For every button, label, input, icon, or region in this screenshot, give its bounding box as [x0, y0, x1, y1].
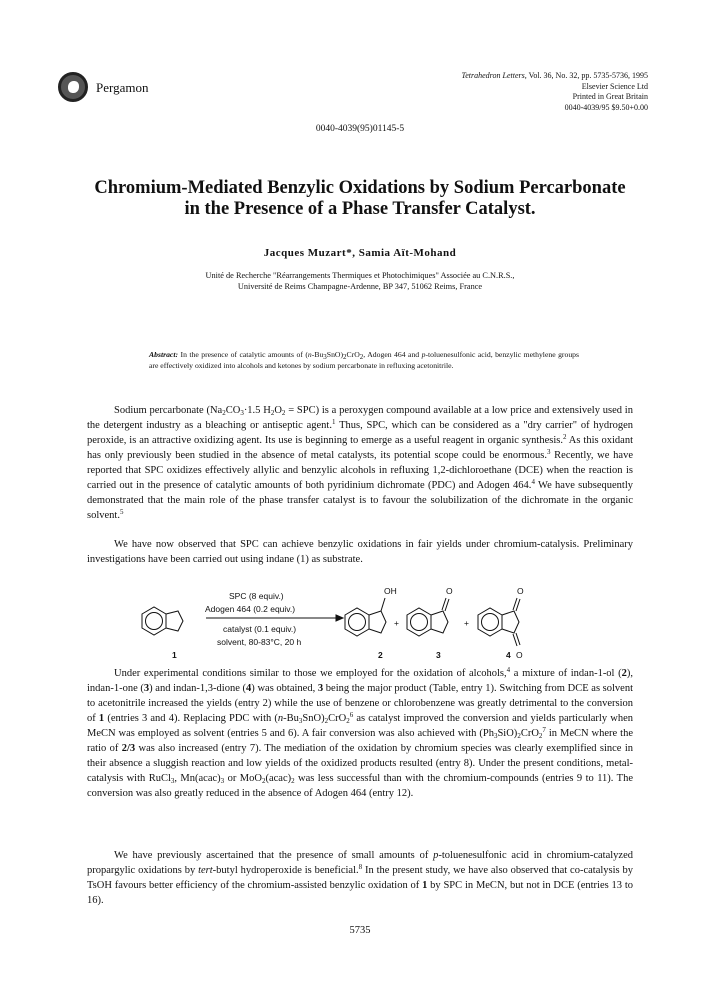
condition-above-1: SPC (8 equiv.): [229, 591, 284, 601]
indandione-structure: [478, 598, 520, 646]
journal-title: Tetrahedron Letters,: [461, 71, 527, 80]
authors: Jacques Muzart*, Samia Aït-Mohand: [263, 247, 457, 259]
carbonyl-o-label: O: [516, 650, 523, 660]
reference-marker: 4: [506, 666, 511, 674]
abstract-text: SnO): [326, 350, 344, 359]
plus-sign: +: [394, 618, 399, 628]
body-text: Under experimental conditions similar to those we employed for the oxidation of alcohols,: [114, 668, 507, 679]
indane-structure: [142, 607, 183, 635]
indanone-structure: [407, 598, 449, 636]
abstract-text: n: [307, 350, 312, 359]
reference-marker: 4: [531, 478, 535, 486]
body-text: ) and indan-1,3-dione (: [149, 683, 247, 694]
affiliation-line-1: Unité de Recherche "Réarrangements Thermiques et Photochimiques" Associée au C.N.R.S.,: [205, 271, 515, 280]
body-text: was less successful than with the chromium-compounds (entries 9 to 11). The conversion was also greatly reduced in the absence of Adogen 464 (entry 12).: [87, 773, 633, 799]
body-text: SnO): [302, 713, 325, 724]
body-text: CrO: [328, 713, 347, 724]
reference-marker: 6: [349, 711, 354, 719]
compound-ref: 3: [143, 683, 150, 694]
body-text: tert: [198, 865, 213, 876]
compound-ref: 2: [621, 668, 627, 679]
body-text: by SPC in MeCN, but not in DCE (entries 13 to 16).: [87, 880, 633, 906]
compound-ref: 1: [422, 880, 428, 891]
publisher-logo: [58, 72, 88, 102]
body-text: Recently, we have reported that SPC oxidizes effectively allylic and benzylic alcohols in refluxing 1,2-dichloroethane (DCE) when the reaction is carried out in the presence of catalytic amounts of both pyridinium dichromate (PDC) and Adogen 464.: [87, 450, 633, 491]
subscript: 3: [323, 353, 327, 361]
paragraph-4: [87, 848, 633, 908]
condition-below-2: solvent, 80-83°C, 20 h: [217, 637, 302, 647]
condition-below-1: catalyst (0.1 equiv.): [223, 624, 297, 634]
abstract-text: -Bu: [311, 350, 324, 359]
reference-marker: 5: [119, 508, 124, 516]
journal-info: [462, 71, 648, 113]
body-text: ), indan-1-one (: [87, 668, 633, 694]
subscript: 3: [298, 717, 303, 725]
subscript: 2: [261, 777, 266, 785]
paragraph-3: [87, 666, 633, 801]
compound-label-3: 3: [436, 650, 441, 660]
reaction-scheme: [130, 582, 610, 666]
body-text: ) was obtained,: [251, 683, 318, 694]
subscript: 2: [291, 777, 295, 785]
subscript: 2: [517, 732, 521, 740]
abstract-text: -toluenesulfonic acid, benzylic methylene groups are effectively oxidized into alcohols and ketones by sodium percarbonate in refluxing acetonitrile.: [149, 350, 579, 370]
reference-marker: 1: [331, 418, 336, 426]
subscript: 2: [222, 409, 226, 417]
body-text: Thus, SPC, which can be considered as a "dry carrier" of hydrogen peroxide, is an attractive oxidizing agent. Its use is beginning to emerge as a useful reagent in organic synthesis.: [87, 420, 634, 446]
compound-ref: 2/3: [121, 743, 136, 754]
body-text: ·1.5 H: [243, 405, 271, 416]
subscript: 2: [281, 409, 286, 417]
subscript: 2: [343, 353, 347, 361]
affiliation-line-2: Université de Reims Champagne-Ardenne, BP 347, 51062 Reims, France: [237, 281, 483, 291]
oh-label: OH: [384, 586, 397, 596]
abstract-text: CrO: [346, 350, 360, 359]
publisher-line: Elsevier Science Ltd: [581, 81, 648, 91]
plus-sign: +: [464, 618, 469, 628]
carbonyl-o-label: O: [446, 586, 453, 596]
body-text: was also increased (entry 7). The mediation of the oxidation by chromium species was clearly exemplified since in their absence a sluggish reaction and low yields of the oxidized products resulted (entry 8). Under the present conditions, metal-catalysis with RuCl: [87, 743, 633, 784]
subscript: 3: [493, 732, 498, 740]
compound-label-1: 1: [172, 650, 177, 660]
reference-marker: 3: [546, 448, 551, 456]
body-text: As this oxidant has only previously been studied in the absence of metal catalysts, its potential scope could be enormous.: [87, 435, 633, 461]
body-text: Sodium percarbonate (Na: [114, 405, 223, 416]
page-number: 5735: [349, 925, 371, 936]
body-text: In the present study, we have also observed that co-catalysis by TsOH favours better efficiency of the chromium-assisted benzylic oxidation of: [87, 865, 633, 891]
abstract-text: In the presence of catalytic amounts of (: [178, 350, 308, 359]
compound-ref: 1: [98, 713, 105, 724]
body-text: in MeCN where the ratio of: [87, 728, 633, 754]
body-text: CrO: [520, 728, 539, 739]
subscript: 3: [220, 777, 225, 785]
subscript: 2: [359, 353, 364, 361]
body-text: -butyl hydroperoxide is beneficial.: [212, 865, 359, 876]
body-text: or MoO: [224, 773, 262, 784]
body-text: , Mn(acac): [174, 773, 221, 784]
paragraph-1: [87, 403, 633, 523]
body-text: (entries 3 and 4). Replacing PDC with (: [104, 713, 278, 724]
paper-title: [60, 178, 660, 220]
carbonyl-o-label: O: [517, 586, 524, 596]
abstract-text: , Adogen 464 and: [363, 350, 422, 359]
body-text: p: [433, 850, 439, 861]
body-text: = SPC) is a peroxygen compound available at a low price and extensively used in the detergent industry as a bleaching or antiseptic agent.: [87, 405, 633, 431]
indanol-structure: [345, 598, 386, 636]
subscript: 2: [324, 717, 329, 725]
reference-marker: 2: [562, 433, 567, 441]
paragraph-2: We have now observed that SPC can achieve benzylic oxidations in fair yields under chromium-catalysis. Preliminary investigations have been carried out using indane (1) as substrate.: [87, 539, 633, 565]
subscript: 2: [538, 732, 543, 740]
body-text: We have subsequently demonstrated that the main role of the phase transfer catalyst is to favour the solubilization of the dichromate in the organic solvent.: [87, 480, 633, 521]
subscript: 3: [170, 777, 175, 785]
subscript: 3: [240, 409, 244, 417]
abstract: [149, 350, 579, 371]
title-line-1: Chromium-Mediated Benzylic Oxidations by Sodium Percarbonate: [94, 178, 626, 198]
subscript: 2: [270, 409, 275, 417]
body-text: a mixture of indan-1-ol (: [510, 668, 622, 679]
abstract-text: p: [421, 350, 426, 359]
body-text: as catalyst improved the conversion and yields particularly when MeCN was employed as solvent (entries 5 and 6). A fair conversion was also achieved with (Ph: [87, 713, 633, 739]
title-line-2: in the Presence of a Phase Transfer Catalyst.: [184, 199, 536, 219]
body-text: SiO): [497, 728, 518, 739]
body-text: -Bu: [283, 713, 299, 724]
journal-volume: Vol. 36, No. 32, pp. 5735-5736, 1995: [526, 71, 648, 80]
reference-marker: 8: [358, 863, 363, 871]
body-text: CO: [225, 405, 241, 416]
compound-ref: 3: [317, 683, 324, 694]
reference-marker: 7: [542, 726, 546, 734]
body-text: being the major product (Table, entry 1). Switching from DCE as solvent to acetonitrile increased the yields (entry 2) while the use of benzene or chlorobenzene was greatly detrimental to the conversion of: [87, 683, 634, 724]
publisher-name: Pergamon: [96, 80, 149, 95]
condition-above-2: Adogen 464 (0.2 equiv.): [205, 604, 296, 614]
affiliation: [0, 271, 720, 292]
body-text: We have previously ascertained that the presence of small amounts of: [114, 850, 434, 861]
body-text: O: [274, 405, 282, 416]
compound-ref: 4: [246, 683, 252, 694]
reaction-arrow: [206, 615, 343, 621]
printed-line: Printed in Great Britain: [572, 92, 648, 102]
doi: 0040-4039(95)01145-5: [315, 124, 405, 134]
body-text: (acac): [265, 773, 292, 784]
compound-label-2: 2: [378, 650, 383, 660]
body-text: -toluenesulfonic acid in chromium-catalyzed propargylic oxidations by: [87, 850, 633, 876]
compound-label-4: 4: [506, 650, 511, 660]
body-text: n: [277, 713, 284, 724]
abstract-label: Abstract:: [149, 350, 179, 359]
price-line: 0040-4039/95 $9.50+0.00: [564, 102, 648, 112]
subscript: 2: [346, 717, 350, 725]
